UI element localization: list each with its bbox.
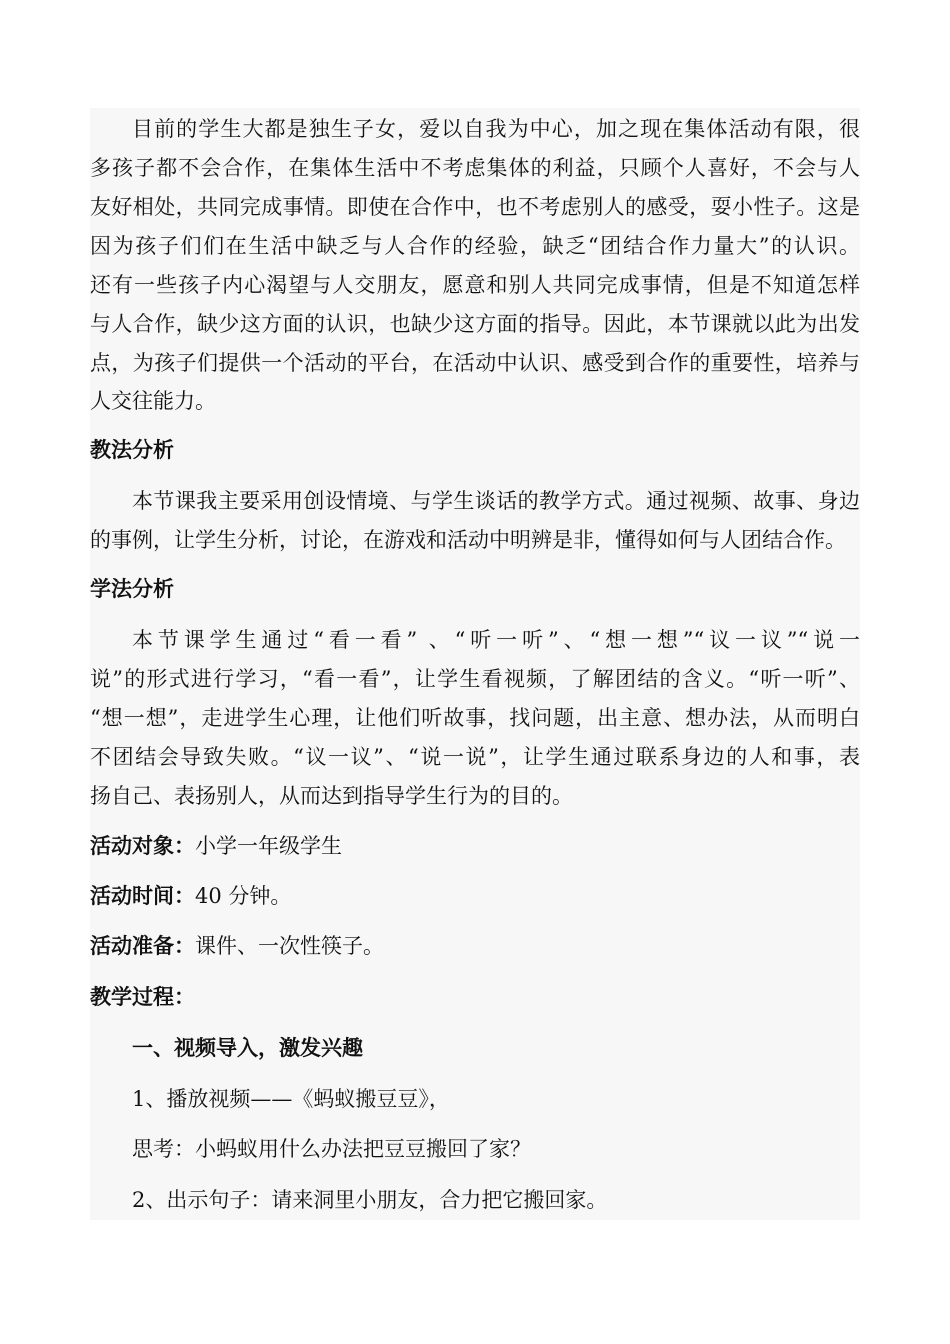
document-body [90,108,860,1220]
process-item-1: 1、播放视频——《蚂蚁搬豆豆》， [132,1087,450,1111]
activity-time-label: 活动时间： [90,884,195,908]
learning-method-heading: 学法分析 [90,577,174,601]
activity-target-row [90,831,860,861]
activity-prep-row [90,931,860,961]
teaching-method-line-1: 本节课我主要采用创设情境、与学生谈话的教学方式。通过视频、故事、身边 [132,489,860,513]
process-section-1-title: 一、视频导入，激发兴趣 [132,1036,363,1060]
activity-time-row [90,881,860,911]
intro-line-7: 点，为孩子们提供一个活动的平台，在活动中认识、感受到合作的重要性，培养与 [90,351,860,375]
intro-line-6: 与人合作，缺少这方面的认识，也缺少这方面的指导。因此，本节课就以此为出发 [90,312,860,336]
process-heading: 教学过程： [90,985,195,1009]
activity-prep-label: 活动准备： [90,934,195,958]
activity-prep-value: 课件、一次性筷子。 [195,934,384,958]
learning-method-line-4: 不团结会导致失败。“议一议”、“说一说”，让学生通过联系身边的人和事，表 [90,745,860,769]
intro-line-2: 多孩子都不会合作，在集体生活中不考虑集体的利益，只顾个人喜好，不会与人 [90,156,860,180]
activity-time-value: 40 分钟。 [195,884,292,908]
intro-line-1: 目前的学生大都是独生子女，爱以自我为中心，加之现在集体活动有限，很 [132,117,860,141]
intro-line-8: 人交往能力。 [90,389,216,413]
learning-method-line-1: 本节课学生通过“看一看” 、“听一听”、“想一想”“议一议”“说一 [132,628,860,652]
intro-line-3: 友好相处，共同完成事情。即使在合作中，也不考虑别人的感受，耍小性子。这是 [90,195,860,219]
process-think: 思考：小蚂蚁用什么办法把豆豆搬回了家？ [132,1137,531,1161]
intro-line-4: 因为孩子们们在生活中缺乏与人合作的经验，缺乏“团结合作力量大”的认识。 [90,234,860,258]
teaching-method-line-2: 的事例，让学生分析，讨论，在游戏和活动中明辨是非，懂得如何与人团结合作。 [90,528,846,552]
learning-method-line-3: “想一想”，走进学生心理，让他们听故事，找问题，出主意、想办法，从而明白 [90,706,860,730]
learning-method-line-2: 说”的形式进行学习，“看一看”，让学生看视频，了解团结的含义。“听一听”、 [90,667,860,691]
activity-target-value: 小学一年级学生 [195,834,342,858]
intro-line-5: 还有一些孩子内心渴望与人交朋友，愿意和别人共同完成事情，但是不知道怎样 [90,273,860,297]
activity-target-label: 活动对象： [90,834,195,858]
teaching-method-heading: 教法分析 [90,438,174,462]
learning-method-line-5: 扬自己、表扬别人，从而达到指导学生行为的目的。 [90,784,573,808]
process-item-2: 2、出示句子：请来洞里小朋友，合力把它搬回家。 [132,1188,608,1212]
